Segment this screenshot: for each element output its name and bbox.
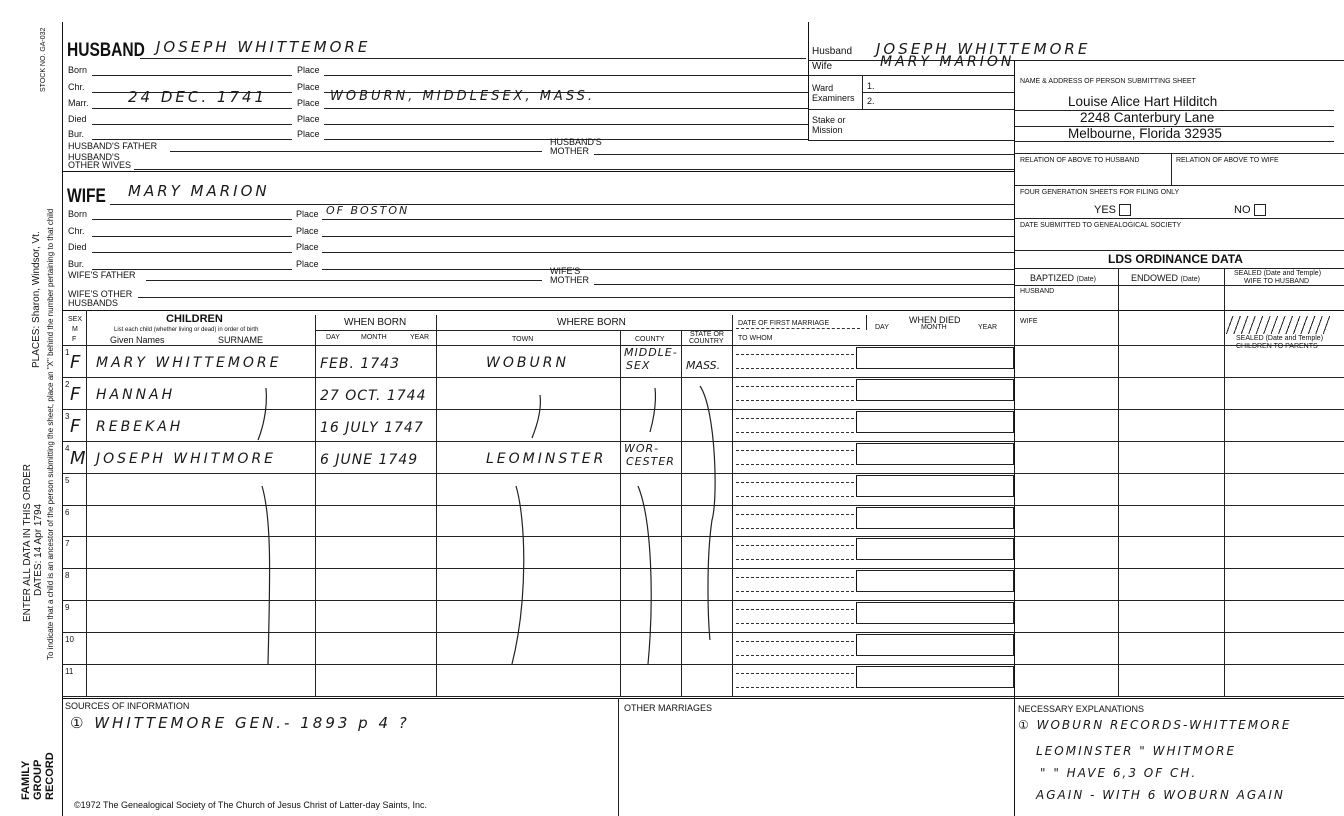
row-number: 4 [65,444,70,453]
children-header: CHILDREN [166,313,223,325]
submitter-label: NAME & ADDRESS OF PERSON SUBMITTING SHEET [1020,78,1196,85]
mission-label: Mission [812,125,843,135]
husband-died-label: Died [68,114,87,124]
explanation-line-4[interactable]: AGAIN - WITH 6 WOBURN AGAIN [1036,788,1285,802]
given-names-header: Given Names [110,335,165,345]
child-sex[interactable]: M [70,448,86,469]
wife-other-husbands-label-2: HUSBANDS [68,298,119,308]
baptized-date-label: (Date) [1076,276,1096,283]
child-born[interactable]: FEB. 1743 [320,356,401,372]
where-born-header: WHERE BORN [557,317,626,328]
wife-father-label: WIFE'S FATHER [68,270,136,280]
yes-label: YES [1094,203,1117,216]
child-born[interactable]: 27 OCT. 1744 [320,388,427,404]
child-county[interactable]: WOR- [624,442,660,455]
examiners-label: Examiners [812,93,855,103]
child-county-2[interactable]: SEX [626,359,651,372]
explanation-line-3[interactable]: " " HAVE 6,3 OF CH. [1040,766,1198,780]
child-town[interactable]: LEOMINSTER [486,451,607,467]
child-born[interactable]: 6 JUNE 1749 [320,452,419,468]
born-year-header: YEAR [410,334,430,341]
when-born-header: WHEN BORN [344,317,407,328]
state-header: STATE OR [690,331,724,338]
wife-died-label: Died [68,242,87,252]
submitter-city[interactable]: Melbourne, Florida 32935 [1068,126,1222,141]
wife-bur-place-label: Place [296,259,319,269]
submitter-name[interactable]: Louise Alice Hart Hilditch [1068,94,1218,109]
sources-label: SOURCES OF INFORMATION [65,701,190,711]
ward-wife-name[interactable]: MARY MARION [880,54,1015,70]
wife-other-husbands-label: WIFE'S OTHER [68,289,133,299]
examiner-1: 1. [867,81,875,91]
husband-marr-place-label: Place [297,98,320,108]
family-label: FAMILY [20,760,32,800]
wife-died-place-label: Place [296,242,319,252]
row-number: 10 [65,635,74,644]
state-header-2: COUNTRY [689,338,724,345]
surname-header: SURNAME [218,335,264,345]
sex-header: SEX [68,316,83,323]
baptized-label: BAPTIZED [1030,273,1075,283]
child-county-2[interactable]: CESTER [626,455,675,468]
row-number: 1 [65,348,70,357]
husband-other-wives-label: HUSBAND'S [68,152,120,162]
wife-chr-place-label: Place [296,226,319,236]
explanation-line-1[interactable]: ① WOBURN RECORDS-WHITTEMORE [1018,718,1292,732]
relation-husband-label: RELATION OF ABOVE TO HUSBAND [1020,157,1140,164]
child-name[interactable]: HANNAH [96,387,176,403]
row-number: 3 [65,412,70,421]
ward-husband-label: Husband [812,46,853,57]
died-day-header: DAY [875,324,889,331]
enter-all-note: ENTER ALL DATA IN THIS ORDER [22,464,33,622]
husband-bur-place-label: Place [297,129,320,139]
husband-mother-label-2: MOTHER [550,146,589,156]
row-number: 7 [65,539,70,548]
wife-born-place[interactable]: OF BOSTON [326,204,410,217]
husband-bur-label: Bur. [68,129,85,139]
child-sex[interactable]: F [70,384,81,405]
sex-m-label: M [72,326,78,333]
first-marriage-header: DATE OF FIRST MARRIAGE [738,320,830,327]
sources-text[interactable]: ① WHITTEMORE GEN.- 1893 p 4 ? [70,714,410,732]
child-name[interactable]: MARY WHITTEMORE [96,355,282,371]
husband-heading: HUSBAND [67,40,145,61]
row-number: 8 [65,571,70,580]
lds-wife-label: WIFE [1020,318,1038,325]
ward-label: Ward [812,83,834,93]
marriage-date[interactable]: 24 DEC. 1741 [128,88,268,106]
explanation-line-2[interactable]: LEOMINSTER " WHITMORE [1036,744,1237,758]
wife-heading: WIFE [67,186,106,207]
stake-label: Stake or [812,115,846,125]
row-number: 9 [65,603,70,612]
town-header: TOWN [512,336,534,343]
born-month-header: MONTH [361,334,387,341]
husband-name[interactable]: JOSEPH WHITTEMORE [156,38,371,56]
wife-bur-label: Bur. [68,259,85,269]
sealed-children-label: SEALED (Date and Temple) [1236,335,1324,342]
date-submitted-label: DATE SUBMITTED TO GENEALOGICAL SOCIETY [1020,222,1182,229]
child-sex[interactable]: F [70,416,81,437]
husband-born-label: Born [68,65,88,75]
husband-born-place-label: Place [297,65,320,75]
dates-note: DATES: 14 Apr 1794 [33,503,44,596]
sealed-wife-label: SEALED (Date and Temple) [1234,270,1322,277]
wife-chr-label: Chr. [68,226,85,236]
endowed-label: ENDOWED [1131,273,1178,283]
sex-f-label: F [72,336,77,343]
ward-husband-name[interactable]: JOSEPH WHITTEMORE [876,40,1091,58]
relation-wife-label: RELATION OF ABOVE TO WIFE [1176,157,1279,164]
husband-chr-place-label: Place [297,82,320,92]
no-label: NO [1234,203,1251,216]
four-gen-label: FOUR GENERATION SHEETS FOR FILING ONLY [1020,189,1180,196]
row-number: 6 [65,508,70,517]
husband-chr-label: Chr. [68,82,85,92]
sealed-children-label-2: CHILDREN TO PARENTS [1236,343,1318,350]
sealed-wife-label-2: WIFE TO HUSBAND [1244,278,1310,285]
when-died-header: WHEN DIED [909,315,961,325]
wife-born-place-label: Place [296,209,319,219]
row-number: 11 [65,667,74,676]
to-whom-header: TO WHOM [738,335,773,342]
wife-mother-label-2: MOTHER [550,275,589,285]
died-month-header: MONTH [921,324,947,331]
other-marriages-label: OTHER MARRIAGES [624,703,713,713]
places-note: PLACES: Sharon, Windsor, Vt. [31,231,42,368]
child-town[interactable]: WOBURN [486,355,569,371]
row-number: 5 [65,476,70,485]
born-day-header: DAY [326,334,340,341]
copyright: ©1972 The Genealogical Society of The Church of Jesus Christ of Latter-day Saints, Inc. [74,800,427,810]
lds-husband-label: HUSBAND [1020,288,1055,295]
husband-mother-label: HUSBAND'S [550,137,602,147]
wife-name[interactable]: MARY MARION [128,182,270,200]
submitter-street[interactable]: 2248 Canterbury Lane [1080,110,1215,125]
group-label: GROUP [32,759,44,800]
row-number: 2 [65,380,70,389]
husband-marr-label: Marr. [68,98,89,108]
wife-mother-label: WIFE'S [550,266,581,276]
child-born[interactable]: 16 JULY 1747 [320,420,424,436]
stock-number: STOCK NO. GA-032 [40,27,47,92]
explanations-label: NECESSARY EXPLANATIONS [1018,704,1145,714]
wife-born-label: Born [68,209,88,219]
husband-other-wives-label-2: OTHER WIVES [68,160,132,170]
children-subheader: List each child (whether living or dead) in order of birth [114,327,259,333]
endowed-date-label: (Date) [1180,276,1200,283]
child-sex[interactable]: F [70,352,81,373]
marriage-place[interactable]: WOBURN, MIDDLESEX, MASS. [330,89,595,104]
examiner-2: 2. [867,96,875,106]
husband-died-place-label: Place [297,114,320,124]
child-name[interactable]: REBEKAH [96,419,184,435]
indicate-note: To indicate that a child is an ancestor of the person submitting the sheet, place an "X" behind the number pertaining to that child [46,208,55,660]
husband-father-label: HUSBAND'S FATHER [68,141,158,151]
county-header: COUNTY [635,336,665,343]
died-year-header: YEAR [978,324,998,331]
child-name[interactable]: JOSEPH WHITMORE [96,451,277,467]
lds-title: LDS ORDINANCE DATA [1108,252,1243,266]
child-state[interactable]: MASS. [686,359,721,372]
child-county[interactable]: MIDDLE- [624,346,678,359]
ward-wife-label: Wife [812,61,832,72]
record-label: RECORD [44,752,56,800]
